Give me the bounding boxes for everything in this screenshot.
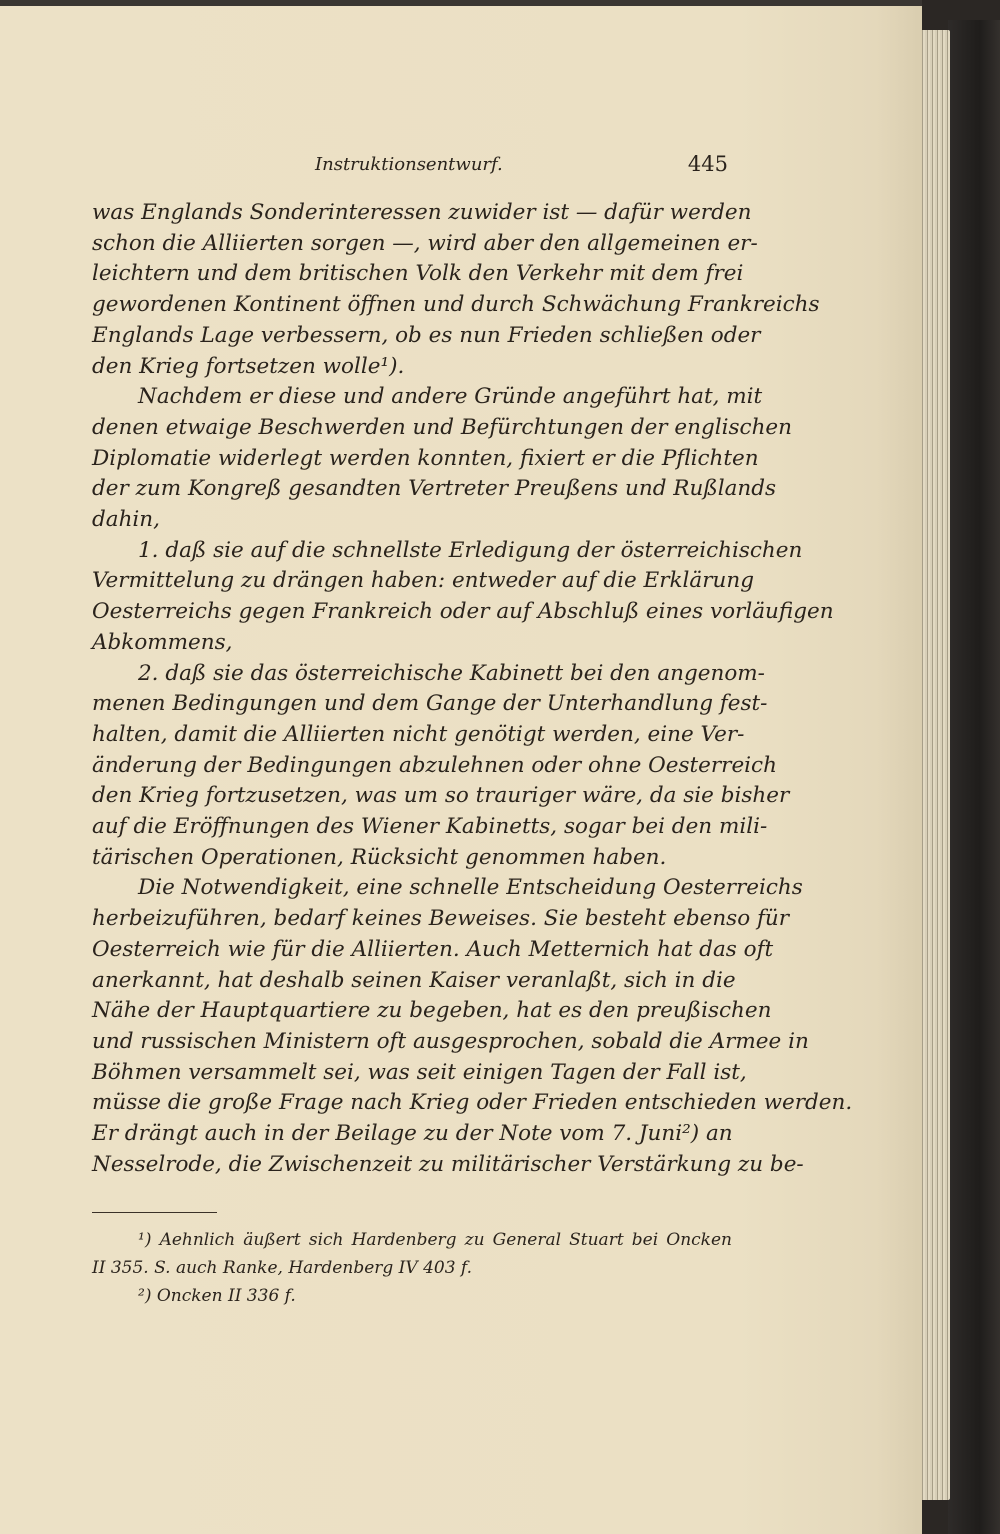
text-line: Abkommens, bbox=[92, 629, 233, 655]
text-line: menen Bedingungen und dem Gange der Unterhandlung fest- bbox=[92, 691, 768, 717]
text-line: den Krieg fortzusetzen, was um so trauriger wäre, da sie bisher bbox=[92, 783, 790, 809]
text-line: Böhmen versammelt sei, was seit einigen Tagen der Fall ist, bbox=[92, 1059, 747, 1085]
footnote-line: ¹) Aehnlich äußert sich Hardenberg zu General Stuart bei Oncken bbox=[138, 1230, 732, 1250]
footnote-divider bbox=[92, 1212, 217, 1213]
text-line: Oesterreichs gegen Frankreich oder auf Abschluß eines vorläufigen bbox=[92, 599, 834, 625]
text-line: der zum Kongreß gesandten Vertreter Preußens und Rußlands bbox=[92, 476, 777, 502]
text-line: leichtern und dem britischen Volk den Verkehr mit dem frei bbox=[92, 261, 744, 287]
text-line: tärischen Operationen, Rücksicht genommen haben. bbox=[92, 844, 667, 870]
text-line: Vermittelung zu drängen haben: entweder auf die Erklärung bbox=[92, 568, 754, 594]
book-binding bbox=[948, 20, 1000, 1534]
text-line: 1. daß sie auf die schnellste Erledigung der österreichischen bbox=[138, 537, 803, 563]
body-text bbox=[92, 198, 853, 1181]
text-line: schon die Alliierten sorgen —, wird aber den allgemeinen er- bbox=[92, 230, 758, 256]
text-line: Die Notwendigkeit, eine schnelle Entscheidung Oesterreichs bbox=[138, 875, 803, 901]
text-line: Nesselrode, die Zwischenzeit zu militärischer Verstärkung zu be- bbox=[92, 1151, 804, 1177]
text-line: müsse die große Frage nach Krieg oder Frieden entschieden werden. bbox=[92, 1090, 853, 1116]
running-title: Instruktionsentwurf. bbox=[315, 154, 503, 175]
text-line: Nachdem er diese und andere Gründe angeführt hat, mit bbox=[138, 384, 763, 410]
text-line: änderung der Bedingungen abzulehnen oder ohne Oesterreich bbox=[92, 752, 777, 778]
text-line: 2. daß sie das österreichische Kabinett bei den angenom- bbox=[138, 660, 765, 686]
page-number: 445 bbox=[687, 152, 728, 176]
text-line: Diplomatie widerlegt werden konnten, fixiert er die Pflichten bbox=[92, 445, 759, 471]
text-line: Nähe der Hauptquartiere zu begeben, hat es den preußischen bbox=[92, 998, 772, 1024]
text-line: auf die Eröffnungen des Wiener Kabinetts, sogar bei den mili- bbox=[92, 814, 768, 840]
text-line: und russischen Ministern oft ausgesprochen, sobald die Armee in bbox=[92, 1028, 809, 1054]
text-line: Oesterreich wie für die Alliierten. Auch Metternich hat das oft bbox=[92, 936, 774, 962]
text-line: Englands Lage verbessern, ob es nun Frieden schließen oder bbox=[92, 322, 761, 348]
text-line: den Krieg fortsetzen wolle¹). bbox=[92, 353, 405, 379]
text-line: was Englands Sonderinteressen zuwider ist — dafür werden bbox=[92, 200, 752, 225]
text-line: dahin, bbox=[92, 507, 160, 533]
text-line: anerkannt, hat deshalb seinen Kaiser veranlaßt, sich in die bbox=[92, 967, 736, 993]
footnote-line: II 355. S. auch Ranke, Hardenberg IV 403 f. bbox=[92, 1258, 473, 1278]
text-line: gewordenen Kontinent öffnen und durch Schwächung Frankreichs bbox=[92, 292, 820, 318]
text-line: Er drängt auch in der Beilage zu der Note vom 7. Juni²) an bbox=[92, 1121, 733, 1147]
text-line: denen etwaige Beschwerden und Befürchtungen der englischen bbox=[92, 414, 792, 440]
running-head bbox=[92, 152, 728, 182]
text-line: herbeizuführen, bedarf keines Beweises. Sie besteht ebenso für bbox=[92, 906, 790, 932]
text-line: halten, damit die Alliierten nicht genötigt werden, eine Ver- bbox=[92, 721, 745, 747]
footnote-line: ²) Oncken II 336 f. bbox=[138, 1286, 296, 1306]
footnotes bbox=[92, 1226, 732, 1310]
